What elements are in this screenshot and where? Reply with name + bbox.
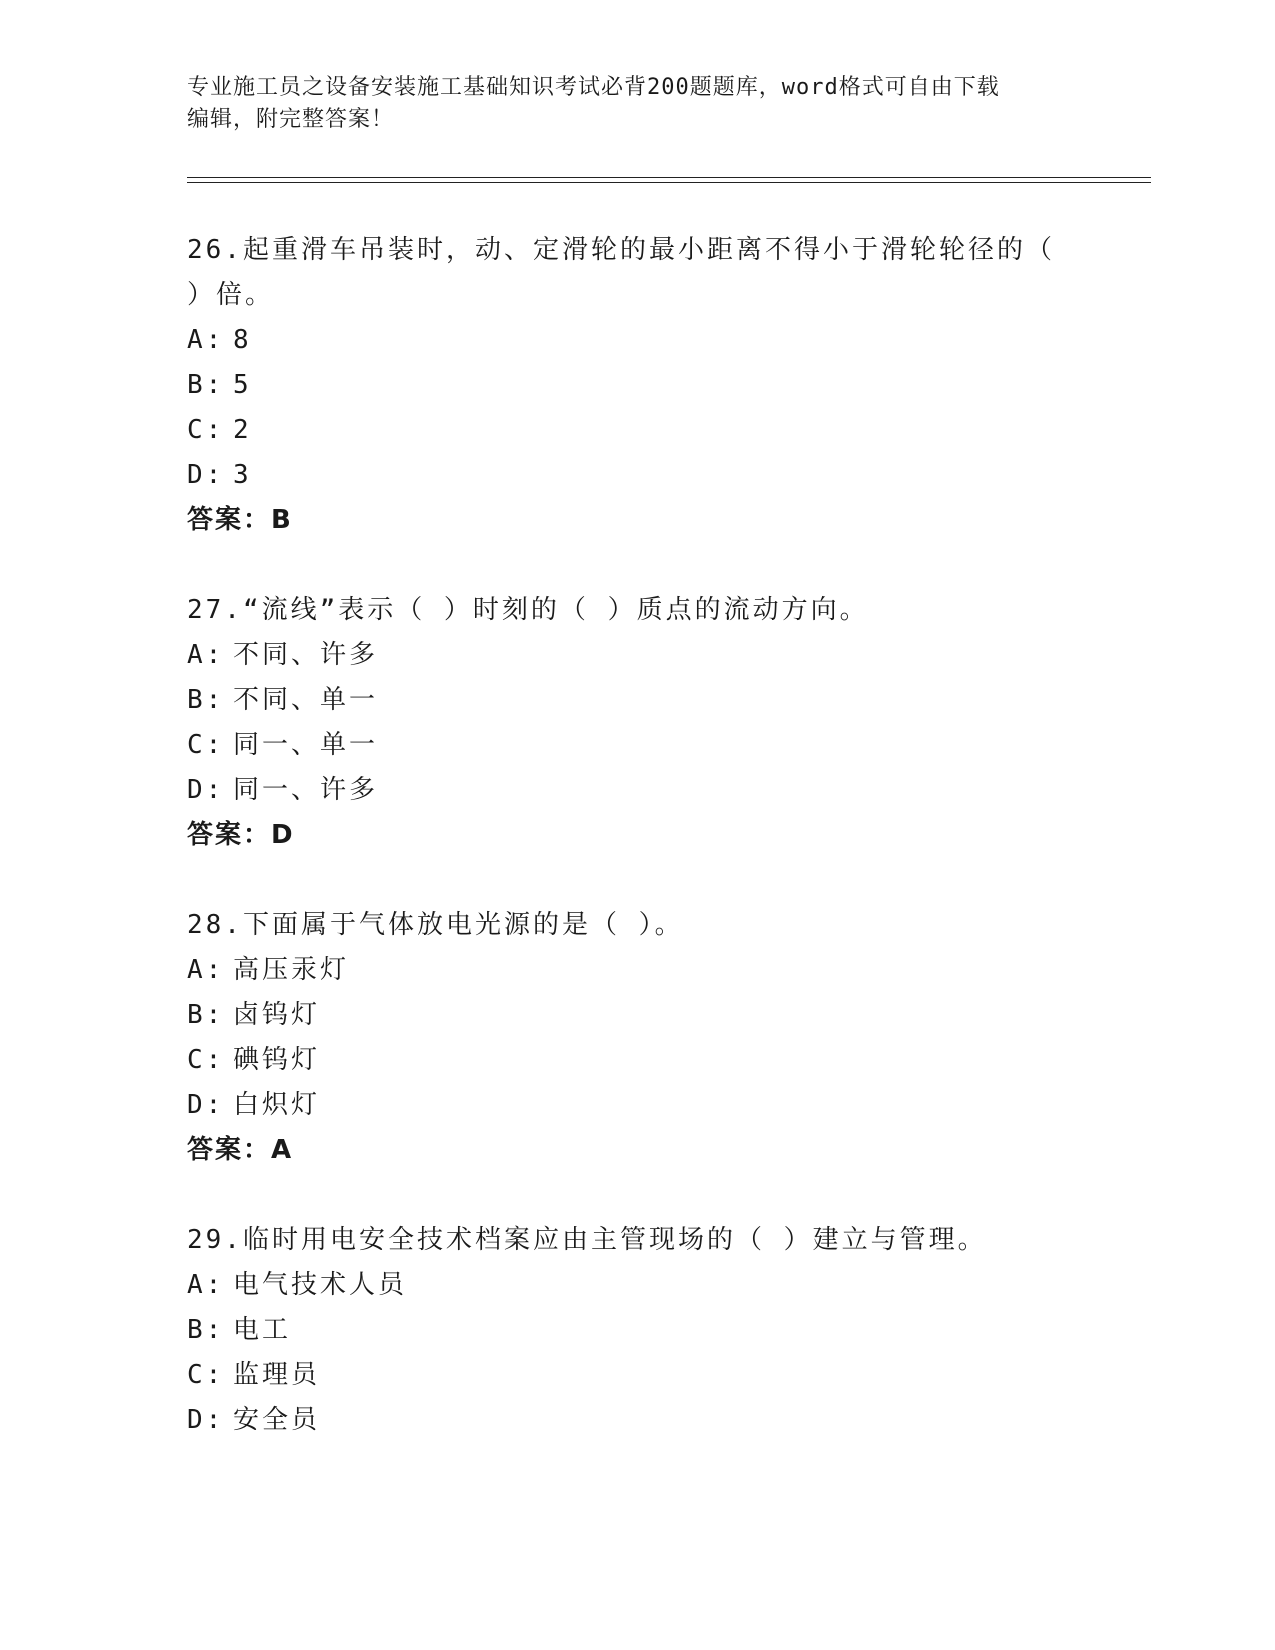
- option-text: 高压汞灯: [233, 955, 350, 985]
- question-26: [187, 228, 1087, 543]
- option-letter: A:: [187, 1270, 225, 1300]
- option-text: 不同、单一: [233, 685, 379, 715]
- option-text: 安全员: [233, 1405, 321, 1435]
- option-letter: A:: [187, 640, 225, 670]
- question-stem: [187, 1218, 1087, 1263]
- option-text: 卤钨灯: [233, 1000, 321, 1030]
- option-text: 3: [233, 460, 252, 490]
- answer-text: 答案：D: [187, 820, 295, 850]
- option-letter: B:: [187, 685, 225, 715]
- option-a: [187, 633, 1087, 678]
- option-text: 白炽灯: [233, 1090, 321, 1120]
- option-text: 不同、许多: [233, 640, 379, 670]
- question-stem-line-1: 27.“流线”表示（ ）时刻的（ ）质点的流动方向。: [187, 595, 869, 625]
- header-line-2: 编辑，附完整答案！: [187, 107, 395, 132]
- option-text: 电气技术人员: [233, 1270, 408, 1300]
- option-b: [187, 1308, 1087, 1353]
- question-27: [187, 588, 1087, 858]
- option-d: [187, 1083, 1087, 1128]
- option-text: 监理员: [233, 1360, 321, 1390]
- option-b: [187, 363, 1087, 408]
- option-c: [187, 1038, 1087, 1083]
- header-divider-bottom: [187, 182, 1151, 183]
- option-c: [187, 723, 1087, 768]
- answer-text: 答案：B: [187, 505, 293, 535]
- option-c: [187, 408, 1087, 453]
- question-stem: [187, 588, 1087, 633]
- question-stem-line-2: ）倍。: [187, 280, 275, 310]
- question-stem-line-1: 28.下面属于气体放电光源的是（ ）。: [187, 910, 684, 940]
- option-letter: C:: [187, 415, 225, 445]
- question-29: [187, 1218, 1087, 1443]
- option-letter: C:: [187, 730, 225, 760]
- question-stem-line-1: 29.临时用电安全技术档案应由主管现场的（ ）建立与管理。: [187, 1225, 987, 1255]
- option-letter: A:: [187, 325, 225, 355]
- option-d: [187, 453, 1087, 498]
- option-b: [187, 678, 1087, 723]
- option-c: [187, 1353, 1087, 1398]
- option-text: 5: [233, 370, 252, 400]
- document-header: [187, 72, 1087, 136]
- question-stem: [187, 228, 1087, 318]
- option-text: 同一、许多: [233, 775, 379, 805]
- question-stem: [187, 903, 1087, 948]
- option-letter: D:: [187, 1090, 225, 1120]
- option-letter: B:: [187, 1000, 225, 1030]
- option-letter: C:: [187, 1360, 225, 1390]
- option-letter: D:: [187, 1405, 225, 1435]
- header-line-1: 专业施工员之设备安装施工基础知识考试必背200题题库，word格式可自由下载: [187, 75, 1000, 100]
- option-letter: B:: [187, 1315, 225, 1345]
- option-text: 8: [233, 325, 252, 355]
- header-divider-top: [187, 177, 1151, 178]
- option-letter: A:: [187, 955, 225, 985]
- option-d: [187, 1398, 1087, 1443]
- option-b: [187, 993, 1087, 1038]
- option-letter: B:: [187, 370, 225, 400]
- answer-text: 答案：A: [187, 1135, 294, 1165]
- option-letter: D:: [187, 775, 225, 805]
- option-text: 碘钨灯: [233, 1045, 321, 1075]
- option-text: 电工: [233, 1315, 292, 1345]
- question-28: [187, 903, 1087, 1173]
- option-a: [187, 318, 1087, 363]
- option-text: 同一、单一: [233, 730, 379, 760]
- question-list: [187, 228, 1087, 1488]
- option-letter: D:: [187, 460, 225, 490]
- option-d: [187, 768, 1087, 813]
- option-a: [187, 1263, 1087, 1308]
- question-stem-line-1: 26.起重滑车吊装时，动、定滑轮的最小距离不得小于滑轮轮径的（: [187, 235, 1055, 265]
- option-letter: C:: [187, 1045, 225, 1075]
- option-a: [187, 948, 1087, 993]
- option-text: 2: [233, 415, 252, 445]
